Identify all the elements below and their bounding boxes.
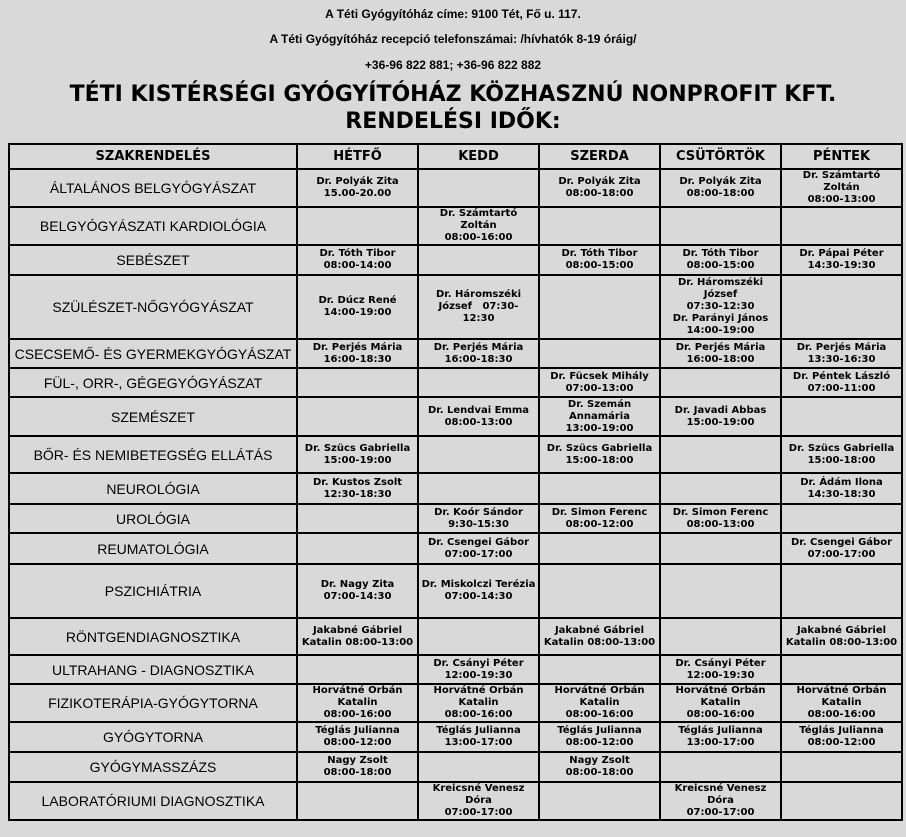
table-row	[9, 564, 902, 618]
schedule-cell-friday	[781, 618, 902, 655]
header-row	[9, 144, 902, 169]
schedule-entry-line: Katalin 08:00-13:00	[543, 636, 656, 648]
schedule-cell-thursday	[660, 473, 781, 504]
schedule-cell-monday	[297, 368, 418, 397]
schedule-entry-line: 07:00-14:30	[323, 591, 392, 602]
schedule-cell-tuesday	[418, 782, 539, 820]
schedule-entry-line: 13:00-17:00	[444, 737, 513, 748]
specialty-cell: PSZICHIÁTRIA	[9, 564, 297, 618]
schedule-entry-line: Dr. Kustos Zsolt	[312, 476, 403, 488]
schedule-entry-line: 07:00-14:30	[444, 591, 513, 602]
schedule-cell-tuesday	[418, 722, 539, 752]
address-line: A Téti Gyógyítóház címe: 9100 Tét, Fő u. 117.	[325, 7, 581, 21]
schedule-cell-thursday	[660, 397, 781, 436]
schedule-entry-line: Katalin	[458, 697, 499, 708]
schedule-cell-wednesday	[539, 722, 660, 752]
column-header-thursday: CSÜTÖRTÖK	[660, 144, 781, 169]
schedule-cell-tuesday	[418, 473, 539, 504]
schedule-entry-line: Horvátné Orbán	[554, 685, 645, 696]
schedule-entry-line: Dr. Szücs Gabriella	[546, 442, 653, 454]
schedule-cell-friday	[781, 397, 902, 436]
schedule-cell-thursday	[660, 655, 781, 684]
schedule-entry-line: 14:00-19:00	[686, 325, 755, 336]
schedule-cell-thursday	[660, 564, 781, 618]
schedule-cell-monday	[297, 533, 418, 564]
specialty-cell: ÁLTALÁNOS BELGYÓGYÁSZAT	[9, 169, 297, 207]
page-subtitle: RENDELÉSI IDŐK:	[345, 109, 561, 134]
schedule-cell-tuesday	[418, 339, 539, 368]
specialty-cell: NEUROLÓGIA	[9, 473, 297, 504]
schedule-entry-line: 16:00-18:30	[323, 353, 392, 365]
specialty-cell: GYÓGYMASSZÁZS	[9, 752, 297, 782]
schedule-entry-line: Dr. Szücs Gabriella	[304, 442, 411, 454]
table-row	[9, 397, 902, 436]
schedule-cell-tuesday	[418, 618, 539, 655]
schedule-entry-line: 13:30-16:30	[807, 353, 876, 365]
schedule-entry-line: Dr. Parányi János	[672, 313, 769, 324]
schedule-entry-line: Téglás Julianna	[678, 725, 763, 736]
schedule-cell-wednesday	[539, 618, 660, 655]
specialty-cell: CSECSEMŐ- ÉS GYERMEKGYÓGYÁSZAT	[9, 339, 297, 368]
schedule-entry-line: Jakabné Gábriel	[554, 624, 645, 636]
schedule-cell-tuesday	[418, 684, 539, 722]
schedule-entry-line: Téglás Julianna	[799, 725, 884, 736]
schedule-entry-line: 12:00-19:30	[444, 669, 513, 681]
specialty-cell: SZEMÉSZET	[9, 397, 297, 436]
schedule-entry-line: Dóra	[465, 795, 492, 806]
specialty-cell: RÖNTGENDIAGNOSZTIKA	[9, 618, 297, 655]
schedule-cell-friday	[781, 752, 902, 782]
phone-line: +36-96 822 881; +36-96 822 882	[364, 58, 542, 72]
schedule-entry-line: Horvátné Orbán	[312, 685, 403, 696]
table-row	[9, 504, 902, 533]
schedule-entry-line: Téglás Julianna	[557, 725, 642, 736]
schedule-cell-monday	[297, 564, 418, 618]
schedule-cell-friday	[781, 684, 902, 722]
specialty-cell: ULTRAHANG - DIAGNOSZTIKA	[9, 655, 297, 684]
schedule-cell-wednesday	[539, 397, 660, 436]
schedule-cell-wednesday	[539, 752, 660, 782]
schedule-entry-line: Dr. Perjés Mária	[796, 341, 887, 353]
schedule-entry-line: Dr. Csányi Péter	[433, 657, 524, 669]
schedule-cell-monday	[297, 684, 418, 722]
schedule-entry-line: 9:30-15:30	[448, 518, 509, 530]
schedule-cell-wednesday	[539, 564, 660, 618]
schedule-entry-line: Dr. Péntek László	[792, 370, 891, 382]
schedule-entry-line: 14:30-19:30	[807, 260, 876, 271]
schedule-entry-line: Dóra	[707, 795, 734, 806]
schedule-cell-wednesday	[539, 436, 660, 473]
schedule-cell-tuesday	[418, 564, 539, 618]
schedule-cell-friday	[781, 245, 902, 275]
reception-line: A Téti Gyógyítóház recepció telefonszámai: /hívhatók 8-19 óráig/	[269, 32, 637, 46]
specialty-cell: UROLÓGIA	[9, 504, 297, 533]
schedule-entry-line: Dr. Polyák Zita	[679, 176, 762, 187]
schedule-cell-monday	[297, 618, 418, 655]
schedule-entry-line: Dr. Tóth Tibor	[561, 248, 638, 259]
schedule-cell-friday	[781, 339, 902, 368]
schedule-cell-thursday	[660, 275, 781, 339]
schedule-entry-line: 08:00-16:00	[323, 709, 392, 720]
schedule-cell-friday	[781, 722, 902, 752]
schedule-entry-line: Jakabné Gábriel	[312, 624, 403, 636]
table-row	[9, 782, 902, 820]
schedule-cell-wednesday	[539, 782, 660, 820]
schedule-cell-thursday	[660, 368, 781, 397]
schedule-cell-wednesday	[539, 275, 660, 339]
schedule-cell-monday	[297, 752, 418, 782]
schedule-entry-line: Katalin 08:00-13:00	[785, 636, 898, 648]
schedule-cell-monday	[297, 169, 418, 207]
schedule-entry-line: Katalin	[579, 697, 620, 708]
schedule-entry-line: 08:00-16:00	[444, 709, 513, 720]
schedule-entry-line: Annamária	[568, 410, 630, 422]
schedule-entry-line: 14:30-18:30	[807, 488, 876, 500]
schedule-entry-line: 08:00-12:00	[807, 737, 876, 748]
schedule-entry-line: Dr. Csengei Gábor	[790, 536, 893, 548]
schedule-cell-friday	[781, 436, 902, 473]
schedule-entry-line: Dr. Csányi Péter	[675, 657, 766, 669]
schedule-entry-line: Dr. Nagy Zita	[320, 579, 395, 590]
schedule-entry-line: József 07:30-	[438, 301, 519, 312]
schedule-entry-line: 08:00-16:00	[565, 709, 634, 720]
schedule-entry-line: Katalin	[700, 697, 741, 708]
table-row	[9, 275, 902, 339]
schedule-entry-line: 08:00-12:00	[565, 518, 634, 530]
schedule-cell-tuesday	[418, 207, 539, 245]
schedule-cell-thursday	[660, 684, 781, 722]
schedule-entry-line: Katalin 08:00-13:00	[301, 636, 414, 648]
schedule-cell-monday	[297, 207, 418, 245]
schedule-entry-line: Dr. Simon Ferenc	[551, 506, 648, 518]
schedule-cell-wednesday	[539, 339, 660, 368]
schedule-cell-tuesday	[418, 504, 539, 533]
schedule-cell-friday	[781, 564, 902, 618]
schedule-entry-line: 16:00-18:00	[686, 353, 755, 365]
schedule-cell-wednesday	[539, 245, 660, 275]
schedule-cell-friday	[781, 533, 902, 564]
schedule-cell-monday	[297, 782, 418, 820]
schedule-cell-wednesday	[539, 504, 660, 533]
schedule-cell-monday	[297, 275, 418, 339]
page-title: TÉTI KISTÉRSÉGI GYÓGYÍTÓHÁZ KÖZHASZNÚ NONPROFIT KFT.	[69, 82, 837, 107]
schedule-cell-friday	[781, 275, 902, 339]
specialty-cell: LABORATÓRIUMI DIAGNOSZTIKA	[9, 782, 297, 820]
schedule-entry-line: 15:00-18:00	[565, 454, 634, 466]
column-header-tuesday: KEDD	[418, 144, 539, 169]
schedule-cell-wednesday	[539, 655, 660, 684]
schedule-entry-line: 07:00-17:00	[807, 548, 876, 560]
schedule-entry-line: 08:00-12:00	[565, 737, 634, 748]
schedule-cell-friday	[781, 655, 902, 684]
schedule-cell-thursday	[660, 436, 781, 473]
column-header-friday: PÉNTEK	[781, 144, 902, 169]
schedule-entry-line: 12:30	[462, 313, 495, 324]
table-row	[9, 169, 902, 207]
schedule-entry-line: 15.00-20.00	[323, 188, 392, 199]
schedule-entry-line: Dr. Ádám Ilona	[800, 476, 883, 488]
table-row	[9, 368, 902, 397]
schedule-entry-line: Dr. Számtartó Zoltán	[802, 170, 884, 193]
schedule-cell-tuesday	[418, 436, 539, 473]
schedule-cell-wednesday	[539, 533, 660, 564]
schedule-cell-friday	[781, 368, 902, 397]
schedule-cell-monday	[297, 436, 418, 473]
schedule-cell-wednesday	[539, 684, 660, 722]
schedule-entry-line: 16:00-18:30	[444, 353, 513, 365]
schedule-entry-line: Dr. Szemán	[567, 398, 632, 410]
specialty-cell: GYÓGYTORNA	[9, 722, 297, 752]
schedule-cell-monday	[297, 473, 418, 504]
schedule-entry-line: 08:00-18:00	[686, 188, 755, 199]
schedule-entry-line: Kreicsné Venesz	[432, 783, 525, 794]
schedule-entry-line: 15:00-19:00	[323, 454, 392, 466]
schedule-cell-tuesday	[418, 169, 539, 207]
schedule-entry-line: 08:00-16:00	[444, 232, 513, 243]
schedule-cell-thursday	[660, 207, 781, 245]
schedule-cell-monday	[297, 339, 418, 368]
table-row	[9, 752, 902, 782]
schedule-entry-line: Horvátné Orbán	[433, 685, 524, 696]
schedule-entry-line: 13:00-17:00	[686, 737, 755, 748]
schedule-cell-tuesday	[418, 655, 539, 684]
schedule-cell-wednesday	[539, 473, 660, 504]
schedule-entry-line: 08:00-12:00	[323, 737, 392, 748]
schedule-cell-friday	[781, 782, 902, 820]
schedule-entry-line: 08:00-16:00	[807, 709, 876, 720]
schedule-cell-monday	[297, 655, 418, 684]
schedule-cell-tuesday	[418, 752, 539, 782]
column-header-wednesday: SZERDA	[539, 144, 660, 169]
schedule-entry-line: 08:00-18:00	[323, 767, 392, 778]
schedule-entry-line: 07:30-12:30	[686, 301, 755, 312]
column-header-specialty: SZAKRENDELÉS	[9, 144, 297, 169]
schedule-cell-thursday	[660, 782, 781, 820]
table-row	[9, 722, 902, 752]
schedule-entry-line: Dr. Szücs Gabriella	[788, 442, 895, 454]
schedule-cell-thursday	[660, 169, 781, 207]
specialty-cell: REUMATOLÓGIA	[9, 533, 297, 564]
schedule-cell-tuesday	[418, 275, 539, 339]
table-row	[9, 339, 902, 368]
schedule-cell-friday	[781, 473, 902, 504]
schedule-entry-line: Téglás Julianna	[436, 725, 521, 736]
schedule-entry-line: 08:00-14:00	[323, 260, 392, 271]
schedule-entry-line: Kreicsné Venesz	[674, 783, 767, 794]
schedule-entry-line: Katalin	[337, 697, 378, 708]
table-row	[9, 473, 902, 504]
schedule-cell-tuesday	[418, 397, 539, 436]
schedule-entry-line: Dr. Csengei Gábor	[427, 536, 530, 548]
specialty-cell: SEBÉSZET	[9, 245, 297, 275]
schedule-entry-line: 15:00-19:00	[686, 416, 755, 428]
schedule-cell-tuesday	[418, 533, 539, 564]
table-row	[9, 533, 902, 564]
schedule-entry-line: 08:00-18:00	[565, 188, 634, 199]
schedule-cell-monday	[297, 722, 418, 752]
schedule-entry-line: Dr. Lendvai Emma	[427, 404, 530, 416]
schedule-entry-line: Dr. Koór Sándor	[434, 506, 523, 518]
schedule-cell-thursday	[660, 504, 781, 533]
schedule-entry-line: 08:00-13:00	[807, 194, 876, 205]
schedule-entry-line: Dr. Tóth Tibor	[319, 248, 396, 259]
schedule-entry-line: 07:00-13:00	[565, 382, 634, 394]
schedule-entry-line: Dr. Javadi Abbas	[674, 404, 767, 416]
schedule-cell-thursday	[660, 339, 781, 368]
schedule-entry-line: 08:00-13:00	[444, 416, 513, 428]
schedule-entry-line: 15:00-18:00	[807, 454, 876, 466]
schedule-cell-friday	[781, 504, 902, 533]
specialty-cell: BŐR- ÉS NEMIBETEGSÉG ELLÁTÁS	[9, 436, 297, 473]
table-row	[9, 618, 902, 655]
schedule-entry-line: Dr. Miskolczi Terézia	[421, 579, 536, 590]
schedule-entry-line: Dr. Tóth Tibor	[682, 248, 759, 259]
schedule-entry-line: 08:00-13:00	[686, 518, 755, 530]
column-header-monday: HÉTFŐ	[297, 144, 418, 169]
schedule-entry-line: Horvátné Orbán	[675, 685, 766, 696]
specialty-cell: BELGYÓGYÁSZATI KARDIOLÓGIA	[9, 207, 297, 245]
schedule-entry-line: Katalin	[821, 697, 862, 708]
schedule-entry-line: Dr. Perjés Mária	[433, 341, 524, 353]
schedule-cell-wednesday	[539, 207, 660, 245]
schedule-entry-line: Dr. Simon Ferenc	[672, 506, 769, 518]
schedule-cell-wednesday	[539, 368, 660, 397]
schedule-cell-thursday	[660, 533, 781, 564]
table-row	[9, 655, 902, 684]
schedule-entry-line: 08:00-15:00	[686, 260, 755, 271]
schedule-entry-line: Dr. Perjés Mária	[312, 341, 403, 353]
schedule-entry-line: 14:00-19:00	[323, 307, 392, 318]
schedule-entry-line: 08:00-15:00	[565, 260, 634, 271]
schedule-entry-line: Dr. Háromszéki	[435, 289, 522, 300]
schedule-entry-line: 07:00-11:00	[807, 382, 876, 394]
schedule-cell-wednesday	[539, 169, 660, 207]
schedule-entry-line: Téglás Julianna	[315, 725, 400, 736]
table-row	[9, 207, 902, 245]
specialty-cell: FIZIKOTERÁPIA-GYÓGYTORNA	[9, 684, 297, 722]
schedule-table	[8, 143, 903, 821]
schedule-entry-line: Dr. Polyák Zita	[558, 176, 641, 187]
schedule-cell-thursday	[660, 245, 781, 275]
schedule-entry-line: Dr. Dúcz René	[318, 295, 397, 306]
schedule-entry-line: Horvátné Orbán	[796, 685, 887, 696]
schedule-cell-friday	[781, 169, 902, 207]
specialty-cell: FÜL-, ORR-, GÉGEGYÓGYÁSZAT	[9, 368, 297, 397]
schedule-entry-line: Dr. Perjés Mária	[675, 341, 766, 353]
schedule-entry-line: 13:00-19:00	[565, 422, 634, 434]
schedule-entry-line: 08:00-16:00	[686, 709, 755, 720]
table-row	[9, 245, 902, 275]
table-row	[9, 684, 902, 722]
schedule-cell-tuesday	[418, 368, 539, 397]
schedule-entry-line: Dr. Háromszéki	[677, 277, 764, 288]
specialty-cell: SZÜLÉSZET-NŐGYÓGYÁSZAT	[9, 275, 297, 339]
schedule-entry-line: 07:00-17:00	[444, 807, 513, 818]
schedule-cell-thursday	[660, 618, 781, 655]
schedule-cell-thursday	[660, 752, 781, 782]
schedule-cell-monday	[297, 397, 418, 436]
schedule-entry-line: Jakabné Gábriel	[796, 624, 887, 636]
table-row	[9, 436, 902, 473]
schedule-entry-line: Nagy Zsolt	[327, 755, 388, 766]
schedule-entry-line: Dr. Fücsek Mihály	[550, 370, 649, 382]
schedule-entry-line: József	[703, 289, 738, 300]
schedule-cell-tuesday	[418, 245, 539, 275]
schedule-entry-line: 08:00-18:00	[565, 767, 634, 778]
schedule-cell-thursday	[660, 722, 781, 752]
schedule-entry-line: 07:00-17:00	[444, 548, 513, 560]
schedule-cell-monday	[297, 504, 418, 533]
schedule-entry-line: 12:30-18:30	[323, 488, 392, 500]
schedule-entry-line: Dr. Számtartó Zoltán	[439, 208, 521, 231]
schedule-entry-line: Dr. Pápai Péter	[799, 248, 884, 259]
schedule-entry-line: Nagy Zsolt	[569, 755, 630, 766]
schedule-cell-monday	[297, 245, 418, 275]
schedule-entry-line: 12:00-19:30	[686, 669, 755, 681]
schedule-entry-line: 07:00-17:00	[686, 807, 755, 818]
schedule-entry-line: Dr. Polyák Zita	[316, 176, 399, 187]
schedule-cell-friday	[781, 207, 902, 245]
